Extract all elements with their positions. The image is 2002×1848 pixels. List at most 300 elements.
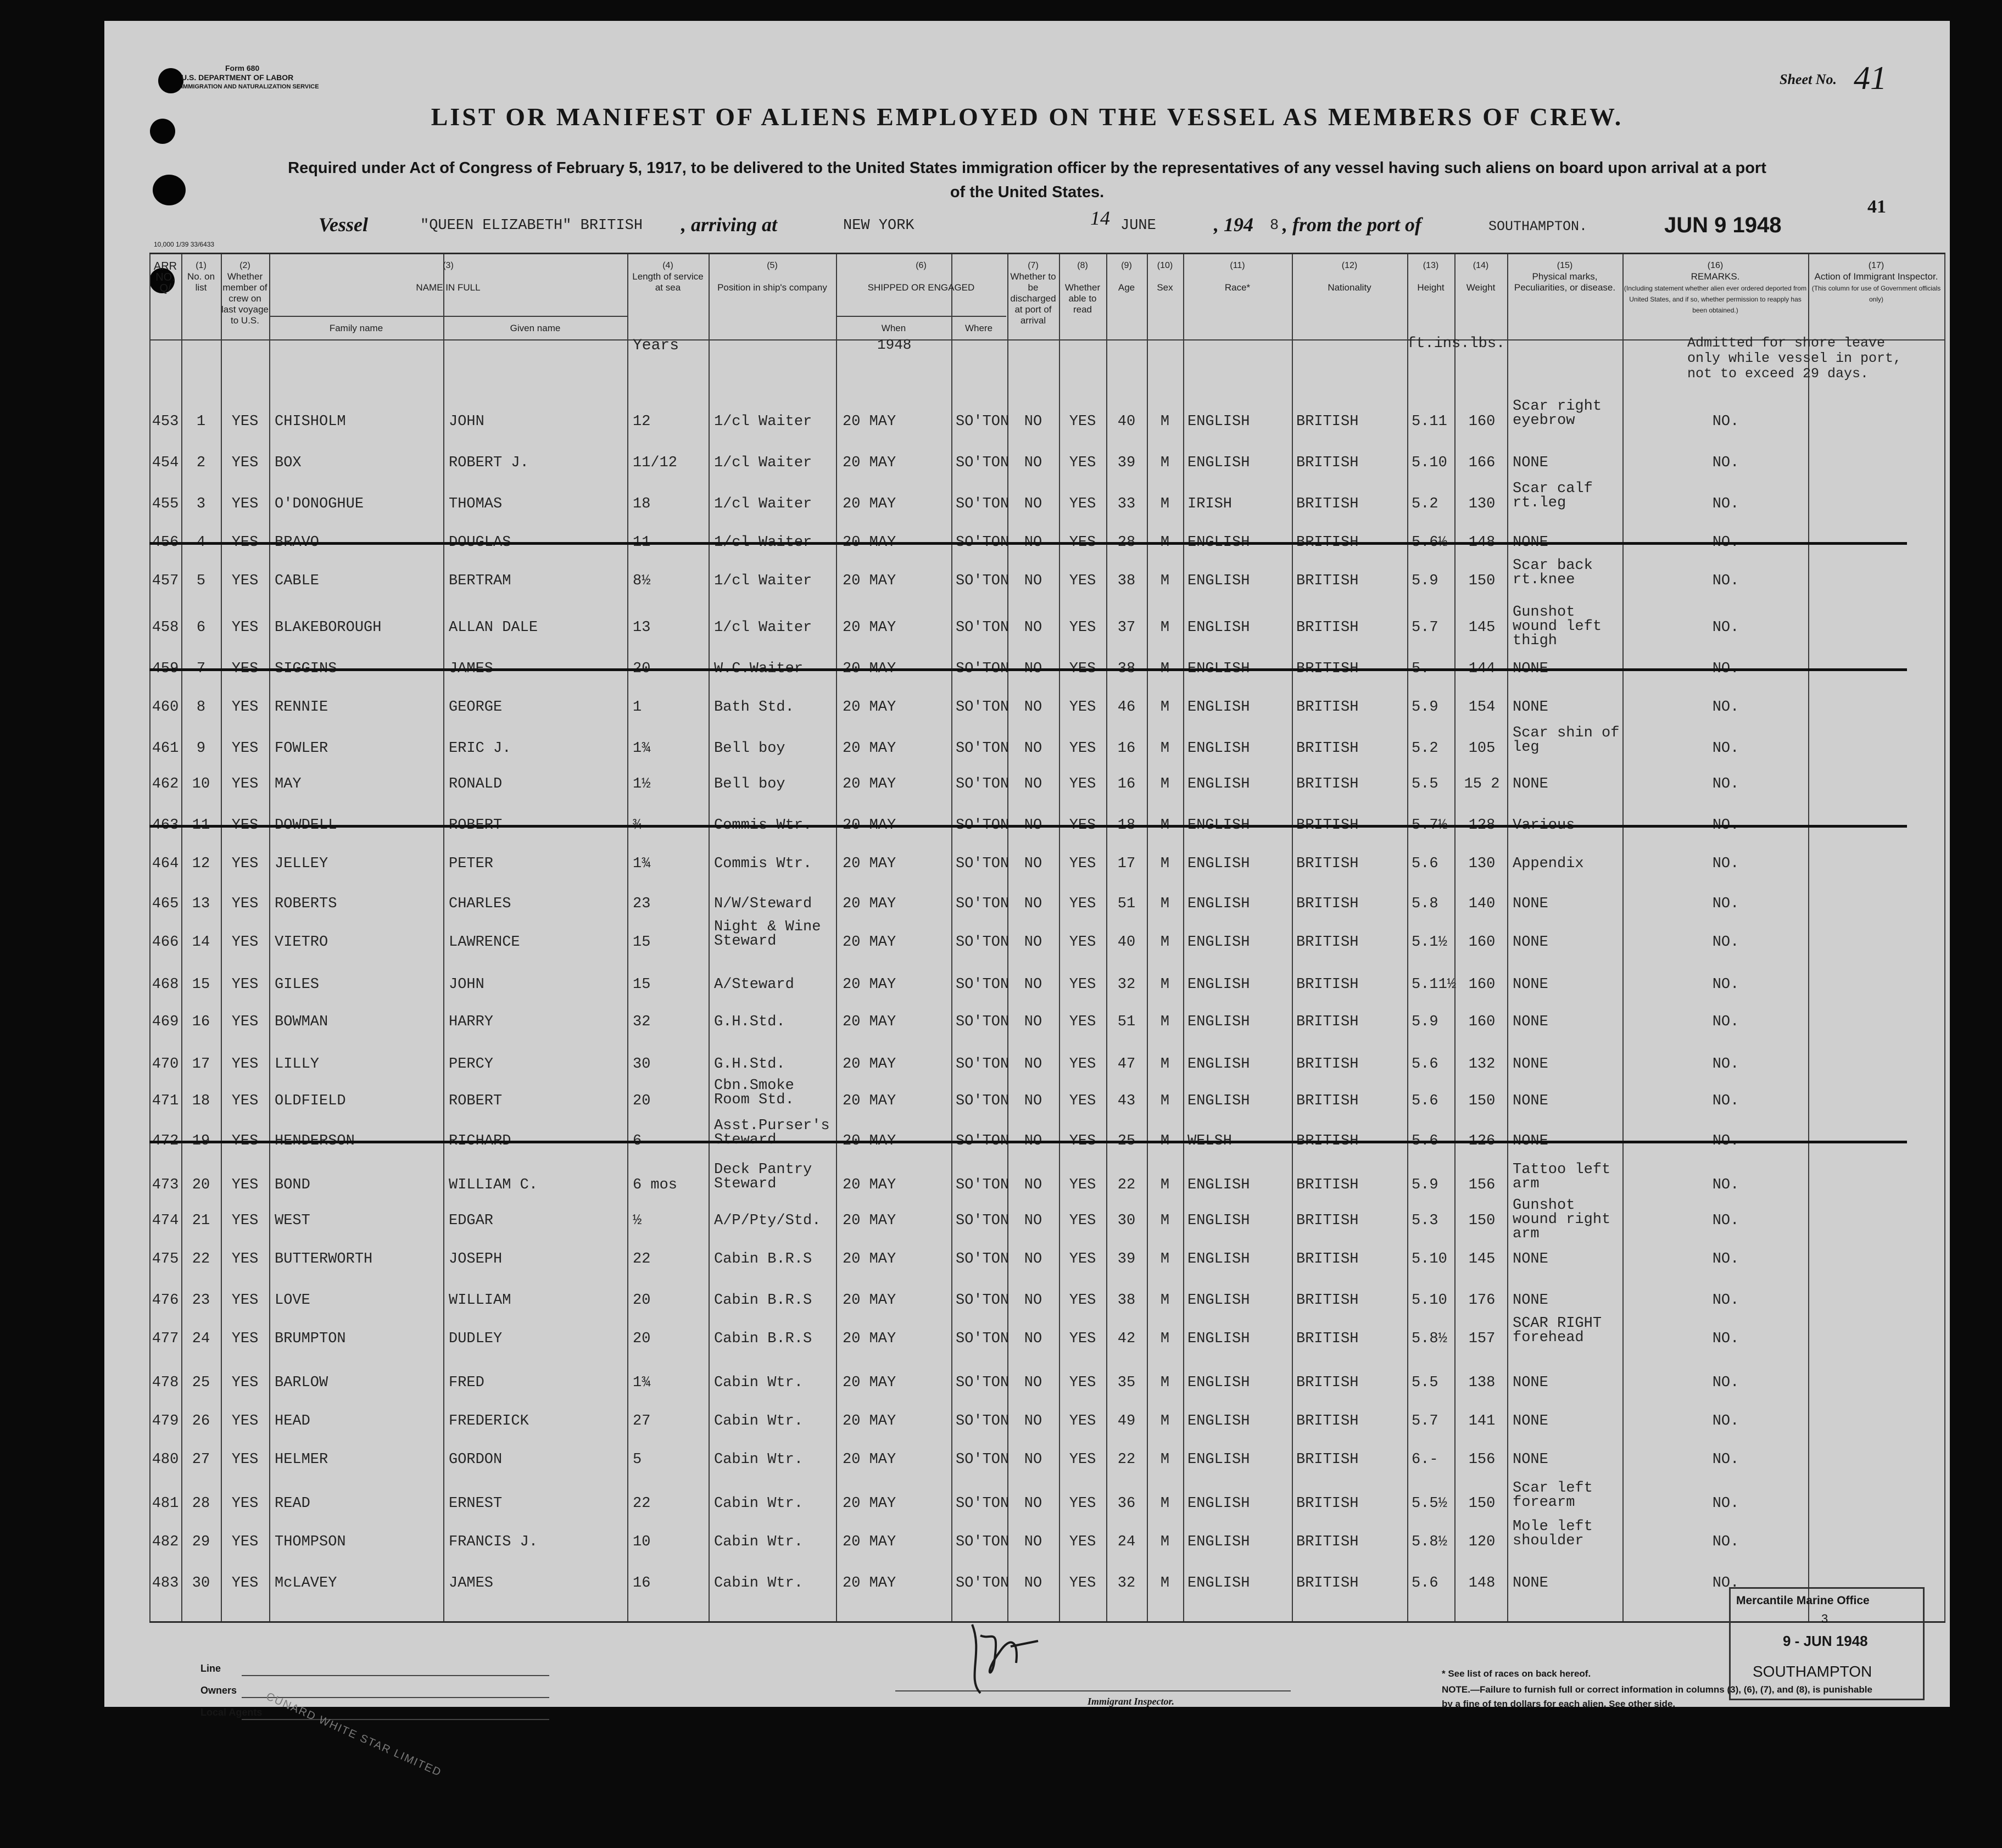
- cell-height: 5.1½: [1412, 934, 1447, 951]
- cell-age: 38: [1117, 661, 1136, 677]
- cell-race: ENGLISH: [1187, 1056, 1250, 1073]
- cell-weight: 150: [1468, 1213, 1496, 1229]
- cell-family: BRAVO: [275, 534, 320, 551]
- cell-height: 5.6½: [1412, 534, 1447, 551]
- cell-read: YES: [1069, 455, 1096, 471]
- cell-read: YES: [1069, 534, 1096, 551]
- cell-nat: BRITISH: [1296, 496, 1359, 512]
- cell-family: CABLE: [275, 573, 320, 589]
- cell-age: 28: [1117, 534, 1136, 551]
- cell-age: 39: [1117, 455, 1136, 471]
- cell-disch: NO: [1024, 661, 1042, 677]
- cell-nat: BRITISH: [1296, 1331, 1359, 1347]
- cell-remarks: NO.: [1712, 1331, 1739, 1347]
- cell-arr: 460: [152, 699, 179, 716]
- cell-marks: NONE: [1513, 1292, 1548, 1309]
- cell-crew: YES: [231, 1534, 259, 1550]
- cell-race: ENGLISH: [1187, 934, 1250, 951]
- cell-weight: 156: [1468, 1451, 1496, 1468]
- cell-service: 10: [633, 1534, 651, 1550]
- cell-remarks: NO.: [1712, 1534, 1739, 1550]
- cell-race: ENGLISH: [1187, 1331, 1250, 1347]
- cell-remarks: NO.: [1712, 1375, 1739, 1391]
- cell-where: SO'TON: [956, 1451, 1010, 1468]
- cell-race: ENGLISH: [1187, 976, 1250, 993]
- cell-where: SO'TON: [956, 1534, 1010, 1550]
- cell-sex: M: [1160, 1093, 1170, 1109]
- cell-nat: BRITISH: [1296, 455, 1359, 471]
- cell-disch: NO: [1024, 817, 1042, 834]
- arr-no-header: ARR NO. Q/: [153, 260, 177, 294]
- cell-position: 1/cl Waiter: [714, 573, 812, 589]
- cell-read: YES: [1069, 1451, 1096, 1468]
- cell-age: 49: [1117, 1413, 1136, 1430]
- cell-crew: YES: [231, 414, 259, 430]
- cell-marks: SCAR RIGHT forehead: [1513, 1315, 1602, 1346]
- manifest-subtitle: Required under Act of Congress of February 5, 1917, to be delivered to the United States immigration officer by the representatives of any vessel having such aliens on board upon arrival at a port of the United States.: [288, 159, 1766, 201]
- cell-crew: YES: [231, 619, 259, 636]
- inspector-signature: [950, 1603, 1060, 1701]
- cell-race: ENGLISH: [1187, 1413, 1250, 1430]
- cell-crew: YES: [231, 1375, 259, 1391]
- cell-when: 20 MAY: [843, 1451, 896, 1468]
- cell-when: 20 MAY: [843, 1331, 896, 1347]
- cell-height: 5.2: [1412, 740, 1438, 757]
- cell-read: YES: [1069, 817, 1096, 834]
- cell-marks: NONE: [1513, 661, 1548, 677]
- cell-weight: 166: [1468, 455, 1496, 471]
- cell-crew: YES: [231, 1575, 259, 1592]
- cell-given: GORDON: [449, 1451, 503, 1468]
- penalty-note: NOTE.—Failure to furnish full or correct information in columns (3), (6), (7), and (8), is punishable by a fine of ten dollars for each alien. See other side.: [1442, 1684, 1872, 1709]
- cell-marks: Scar shin of leg: [1513, 725, 1620, 756]
- cell-crew: YES: [231, 1451, 259, 1468]
- cell-remarks: NO.: [1712, 1495, 1739, 1512]
- where-header: Where: [964, 323, 993, 333]
- cell-read: YES: [1069, 699, 1096, 716]
- cell-service: 18: [633, 496, 651, 512]
- cell-sex: M: [1160, 1375, 1170, 1391]
- cell-remarks: NO.: [1712, 1292, 1739, 1309]
- cell-age: 47: [1117, 1056, 1136, 1073]
- cell-age: 16: [1117, 740, 1136, 757]
- cell-no: 10: [192, 776, 210, 792]
- cell-sex: M: [1160, 496, 1170, 512]
- cell-disch: NO: [1024, 534, 1042, 551]
- cell-sex: M: [1160, 1534, 1170, 1550]
- cell-family: MAY: [275, 776, 302, 792]
- cell-crew: YES: [231, 496, 259, 512]
- cell-race: WELSH: [1187, 1133, 1233, 1149]
- form-info: [181, 64, 319, 92]
- cell-marks: NONE: [1513, 1413, 1548, 1430]
- cell-arr: 454: [152, 455, 179, 471]
- cell-age: 36: [1117, 1495, 1136, 1512]
- cell-race: ENGLISH: [1187, 1213, 1250, 1229]
- cell-position: Commis Wtr.: [714, 856, 812, 872]
- cell-given: BERTRAM: [449, 573, 511, 589]
- cell-service: 1¾: [633, 1375, 651, 1391]
- cell-read: YES: [1069, 776, 1096, 792]
- cell-disch: NO: [1024, 1251, 1042, 1268]
- cell-read: YES: [1069, 934, 1096, 951]
- cell-race: IRISH: [1187, 496, 1233, 512]
- cell-given: JOHN: [449, 414, 484, 430]
- cell-no: 25: [192, 1375, 210, 1391]
- cell-when: 20 MAY: [843, 776, 896, 792]
- cell-marks: NONE: [1513, 1014, 1548, 1030]
- cell-sex: M: [1160, 1177, 1170, 1193]
- cell-marks: NONE: [1513, 1133, 1548, 1149]
- cell-crew: YES: [231, 1292, 259, 1309]
- cell-arr: 465: [152, 896, 179, 912]
- cell-sex: M: [1160, 934, 1170, 951]
- cell-marks: NONE: [1513, 455, 1548, 471]
- cell-height: 5.: [1412, 661, 1430, 677]
- cell-service: 15: [633, 976, 651, 993]
- cell-given: ERNEST: [449, 1495, 503, 1512]
- cell-remarks: NO.: [1712, 896, 1739, 912]
- cell-where: SO'TON: [956, 1495, 1010, 1512]
- cell-sex: M: [1160, 1251, 1170, 1268]
- cell-crew: YES: [231, 1133, 259, 1149]
- cell-crew: YES: [231, 534, 259, 551]
- cell-arr: 481: [152, 1495, 179, 1512]
- cell-age: 35: [1117, 1375, 1136, 1391]
- cell-remarks: NO.: [1712, 740, 1739, 757]
- cell-where: SO'TON: [956, 414, 1010, 430]
- cell-disch: NO: [1024, 1575, 1042, 1592]
- cell-arr: 466: [152, 934, 179, 951]
- cell-read: YES: [1069, 1213, 1096, 1229]
- cell-when: 20 MAY: [843, 619, 896, 636]
- cell-nat: BRITISH: [1296, 534, 1359, 551]
- cell-family: RENNIE: [275, 699, 328, 716]
- cell-weight: 157: [1468, 1331, 1496, 1347]
- year-label: , 194: [1214, 214, 1253, 236]
- cell-weight: 160: [1468, 1014, 1496, 1030]
- col7-header: (7) Whether to be discharged at port of arrival: [1010, 261, 1056, 326]
- cell-race: ENGLISH: [1187, 1375, 1250, 1391]
- cell-sex: M: [1160, 1575, 1170, 1592]
- cell-crew: YES: [231, 976, 259, 993]
- cell-marks: NONE: [1513, 896, 1548, 912]
- cell-marks: NONE: [1513, 1375, 1548, 1391]
- cell-position: Bell boy: [714, 740, 785, 757]
- cell-race: ENGLISH: [1187, 1014, 1250, 1030]
- cell-given: ROBERT J.: [449, 455, 529, 471]
- crew-table: [149, 253, 1945, 1623]
- cell-position: Cabin Wtr.: [714, 1413, 804, 1430]
- cell-when: 20 MAY: [843, 934, 896, 951]
- cell-position: N/W/Steward: [714, 896, 812, 912]
- cell-height: 5.5½: [1412, 1495, 1447, 1512]
- cell-weight: 160: [1468, 414, 1496, 430]
- cell-position: Cabin B.R.S: [714, 1292, 812, 1309]
- cell-position: Bell boy: [714, 776, 785, 792]
- cell-when: 20 MAY: [843, 1014, 896, 1030]
- col5-header: (5) Position in ship's company: [717, 261, 827, 293]
- cell-family: DOWDELL: [275, 817, 337, 834]
- cell-service: 20: [633, 661, 651, 677]
- col4-header: (4) Length of service at sea: [632, 261, 704, 293]
- col2-header: (2) Whether member of crew on last voyage to U.S.: [221, 261, 269, 326]
- cell-nat: BRITISH: [1296, 1093, 1359, 1109]
- cell-height: 5.7: [1412, 619, 1438, 636]
- cell-disch: NO: [1024, 1014, 1042, 1030]
- cell-race: ENGLISH: [1187, 817, 1250, 834]
- cell-no: 29: [192, 1534, 210, 1550]
- cell-where: SO'TON: [956, 619, 1010, 636]
- col17-header: (17) Action of Immigrant Inspector. (This column for use of Government officials only): [1811, 261, 1941, 303]
- cell-where: SO'TON: [956, 934, 1010, 951]
- strike-through-line: [149, 668, 1907, 671]
- cell-crew: YES: [231, 1177, 259, 1193]
- cell-arr: 474: [152, 1213, 179, 1229]
- cell-race: ENGLISH: [1187, 534, 1250, 551]
- cell-when: 20 MAY: [843, 1375, 896, 1391]
- cell-sex: M: [1160, 573, 1170, 589]
- cell-remarks: NO.: [1712, 1056, 1739, 1073]
- cell-family: BRUMPTON: [275, 1331, 346, 1347]
- cell-nat: BRITISH: [1296, 856, 1359, 872]
- cell-crew: YES: [231, 661, 259, 677]
- cell-crew: YES: [231, 776, 259, 792]
- shipped-year: 1948: [877, 337, 912, 353]
- cell-given: ALLAN DALE: [449, 619, 538, 636]
- cell-crew: YES: [231, 934, 259, 951]
- cell-age: 22: [1117, 1177, 1136, 1193]
- cell-age: 39: [1117, 1251, 1136, 1268]
- cell-disch: NO: [1024, 1133, 1042, 1149]
- cell-no: 11: [192, 817, 210, 834]
- cell-height: 5.9: [1412, 1177, 1438, 1193]
- cell-when: 20 MAY: [843, 534, 896, 551]
- cell-service: 1¾: [633, 740, 651, 757]
- cell-remarks: NO.: [1712, 496, 1739, 512]
- cell-weight: 144: [1468, 661, 1496, 677]
- cell-service: 22: [633, 1495, 651, 1512]
- cell-nat: BRITISH: [1296, 1292, 1359, 1309]
- cell-remarks: NO.: [1712, 934, 1739, 951]
- cell-arr: 483: [152, 1575, 179, 1592]
- cell-remarks: NO.: [1712, 856, 1739, 872]
- cell-weight: 150: [1468, 1495, 1496, 1512]
- cell-where: SO'TON: [956, 1375, 1010, 1391]
- manifest-sheet: [104, 21, 1950, 1779]
- cell-marks: Various: [1513, 817, 1575, 834]
- print-code: 10,000 1/39 33/6433: [154, 241, 215, 248]
- cell-when: 20 MAY: [843, 1534, 896, 1550]
- cell-family: BARLOW: [275, 1375, 328, 1391]
- cell-when: 20 MAY: [843, 1213, 896, 1229]
- cell-remarks: NO.: [1712, 1133, 1739, 1149]
- cell-given: WILLIAM C.: [449, 1177, 538, 1193]
- cell-marks: Scar left forearm: [1513, 1480, 1593, 1511]
- cell-service: 5: [633, 1451, 642, 1468]
- cell-when: 20 MAY: [843, 976, 896, 993]
- cell-age: 51: [1117, 1014, 1136, 1030]
- cell-arr: 461: [152, 740, 179, 757]
- cell-marks: NONE: [1513, 1251, 1548, 1268]
- cell-height: 5.2: [1412, 496, 1438, 512]
- stamp-date: 9 - JUN 1948: [1783, 1633, 1868, 1649]
- cell-given: DOUGLAS: [449, 534, 511, 551]
- cell-when: 20 MAY: [843, 1292, 896, 1309]
- cell-remarks: NO.: [1712, 1575, 1739, 1592]
- cell-height: 5.9: [1412, 573, 1438, 589]
- cell-arr: 457: [152, 573, 179, 589]
- cell-height: 5.8: [1412, 896, 1438, 912]
- cell-read: YES: [1069, 1495, 1096, 1512]
- cell-height: 5.10: [1412, 455, 1447, 471]
- cell-service: 30: [633, 1056, 651, 1073]
- cell-arr: 476: [152, 1292, 179, 1309]
- cell-race: ENGLISH: [1187, 661, 1250, 677]
- cell-where: SO'TON: [956, 1292, 1010, 1309]
- cell-sex: M: [1160, 817, 1170, 834]
- cell-age: 43: [1117, 1093, 1136, 1109]
- cell-marks: Scar calf rt.leg: [1513, 481, 1593, 511]
- cell-remarks: NO.: [1712, 661, 1739, 677]
- cell-age: 33: [1117, 496, 1136, 512]
- units-label: ft.ins.lbs.: [1407, 336, 1505, 352]
- cell-no: 3: [196, 496, 206, 512]
- cell-no: 16: [192, 1014, 210, 1030]
- given-name-header: Given name: [510, 323, 561, 333]
- cell-given: JOHN: [449, 976, 484, 993]
- cell-read: YES: [1069, 661, 1096, 677]
- cell-when: 20 MAY: [843, 1133, 896, 1149]
- cell-no: 5: [196, 573, 206, 589]
- col3-header: (3) NAME IN FULL: [416, 261, 481, 293]
- cell-arr: 471: [152, 1093, 179, 1109]
- cell-age: 46: [1117, 699, 1136, 716]
- cell-where: SO'TON: [956, 496, 1010, 512]
- cell-read: YES: [1069, 1534, 1096, 1550]
- cell-nat: BRITISH: [1296, 414, 1359, 430]
- cell-marks: NONE: [1513, 1575, 1548, 1592]
- cell-read: YES: [1069, 619, 1096, 636]
- cell-arr: 477: [152, 1331, 179, 1347]
- cell-nat: BRITISH: [1296, 896, 1359, 912]
- cell-marks: NONE: [1513, 1451, 1548, 1468]
- cell-sex: M: [1160, 1413, 1170, 1430]
- cell-arr: 459: [152, 661, 179, 677]
- cell-given: JAMES: [449, 661, 494, 677]
- cell-service: 6 mos: [633, 1177, 678, 1193]
- cell-marks: Scar right eyebrow: [1513, 398, 1602, 429]
- cell-family: HEAD: [275, 1413, 310, 1430]
- cell-no: 13: [192, 896, 210, 912]
- cell-when: 20 MAY: [843, 455, 896, 471]
- cell-crew: YES: [231, 1413, 259, 1430]
- arriving-label: , arriving at: [681, 214, 778, 236]
- cell-arr: 458: [152, 619, 179, 636]
- col10-header: (10) Sex: [1157, 261, 1173, 293]
- cell-read: YES: [1069, 740, 1096, 757]
- cell-given: FRED: [449, 1375, 484, 1391]
- cell-race: ENGLISH: [1187, 1495, 1250, 1512]
- cell-family: OLDFIELD: [275, 1093, 346, 1109]
- cell-where: SO'TON: [956, 1056, 1010, 1073]
- cell-arr: 453: [152, 414, 179, 430]
- cell-service: 11: [633, 534, 651, 551]
- cell-disch: NO: [1024, 573, 1042, 589]
- cell-arr: 482: [152, 1534, 179, 1550]
- corner-number: 41: [1867, 197, 1886, 217]
- cell-weight: 128: [1468, 817, 1496, 834]
- cell-marks: Tattoo left arm: [1513, 1162, 1611, 1192]
- cell-nat: BRITISH: [1296, 1575, 1359, 1592]
- sheet-number: 41: [1854, 60, 1887, 96]
- cell-no: 27: [192, 1451, 210, 1468]
- departure-port: SOUTHAMPTON.: [1488, 219, 1588, 235]
- cell-where: SO'TON: [956, 1575, 1010, 1592]
- cell-weight: 160: [1468, 976, 1496, 993]
- col13-header: (13) Height: [1417, 261, 1445, 293]
- cell-weight: 148: [1468, 1575, 1496, 1592]
- cell-height: 5.6: [1412, 1056, 1438, 1073]
- when-header: When: [881, 323, 906, 333]
- cell-where: SO'TON: [956, 1177, 1010, 1193]
- cell-where: SO'TON: [956, 534, 1010, 551]
- cell-no: 26: [192, 1413, 210, 1430]
- cell-nat: BRITISH: [1296, 1375, 1359, 1391]
- cell-position: Cabin B.R.S: [714, 1331, 812, 1347]
- cell-read: YES: [1069, 1331, 1096, 1347]
- cell-age: 38: [1117, 573, 1136, 589]
- cell-age: 42: [1117, 1331, 1136, 1347]
- cell-arr: 472: [152, 1133, 179, 1149]
- cell-height: 5.10: [1412, 1292, 1447, 1309]
- cell-disch: NO: [1024, 1495, 1042, 1512]
- cell-height: 5.7½: [1412, 817, 1447, 834]
- cell-age: 25: [1117, 1133, 1136, 1149]
- cell-remarks: NO.: [1712, 1014, 1739, 1030]
- cell-read: YES: [1069, 1056, 1096, 1073]
- cell-service: 13: [633, 619, 651, 636]
- cell-family: VIETRO: [275, 934, 328, 951]
- years-unit: Years: [633, 337, 679, 354]
- cell-sex: M: [1160, 1451, 1170, 1468]
- cell-weight: 176: [1468, 1292, 1496, 1309]
- cell-disch: NO: [1024, 1093, 1042, 1109]
- cell-given: THOMAS: [449, 496, 503, 512]
- cell-disch: NO: [1024, 934, 1042, 951]
- cell-disch: NO: [1024, 1331, 1042, 1347]
- cell-sex: M: [1160, 776, 1170, 792]
- cell-crew: YES: [231, 1495, 259, 1512]
- cell-race: ENGLISH: [1187, 776, 1250, 792]
- cell-weight: 150: [1468, 573, 1496, 589]
- col8-header: (8) Whether able to read: [1064, 261, 1101, 315]
- cell-service: 11/12: [633, 455, 678, 471]
- cell-disch: NO: [1024, 776, 1042, 792]
- cell-when: 20 MAY: [843, 1575, 896, 1592]
- cell-height: 6.-: [1412, 1451, 1438, 1468]
- cell-given: LAWRENCE: [449, 934, 520, 951]
- cell-no: 20: [192, 1177, 210, 1193]
- vessel-name: "QUEEN ELIZABETH" BRITISH: [420, 217, 643, 234]
- cell-race: ENGLISH: [1187, 896, 1250, 912]
- cell-family: HENDERSON: [275, 1133, 355, 1149]
- col16-header: (16) REMARKS. (Including statement whether alien ever ordered deported from United States, and if so, whether permission to reapply has been obtained.): [1624, 261, 1807, 314]
- cell-marks: NONE: [1513, 776, 1548, 792]
- cell-height: 5.6: [1412, 1575, 1438, 1592]
- owner-stamp: CUNARD WHITE STAR LIMITED: [264, 1690, 444, 1779]
- cell-given: JAMES: [449, 1575, 494, 1592]
